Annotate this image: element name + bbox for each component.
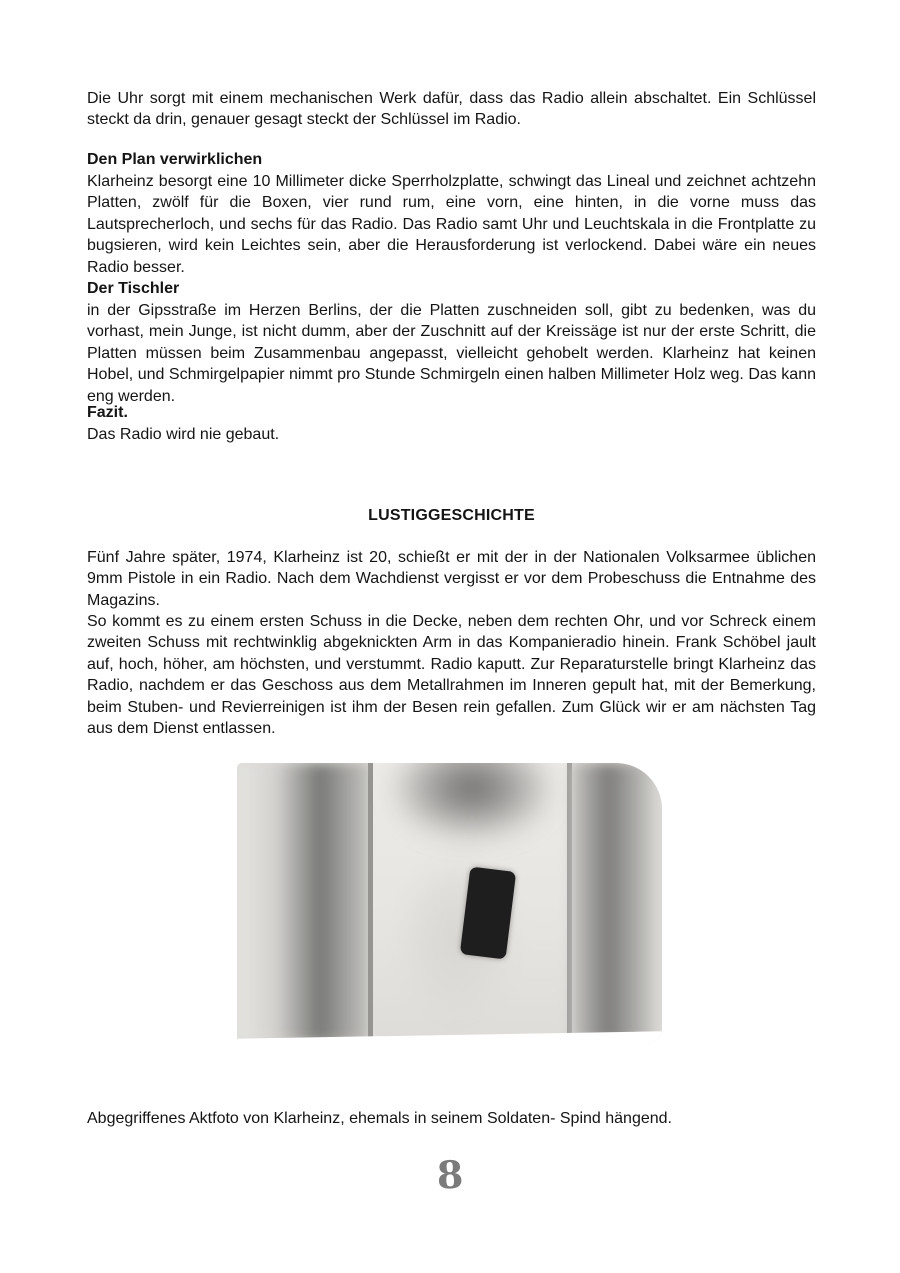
story-paragraph-2: So kommt es zu einem ersten Schuss in die Decke, neben dem rechten Ohr, und vor Schreck einem zweiten Schuss mit rechtwinklig abgeknickten Arm in das Kompanieradio hinein. Frank Schöbel jault auf, hoch, höher, am höchsten, und verstummt. Radio kaputt. Zur Reparaturstelle bringt Klarheinz das Radio, nachdem er das Geschoss aus dem Metallrahmen im Inneren gepult hat, mit der Bemerkung, beim Stuben- und Revierreinigen ist ihm der Besen rein gefallen. Zum Glück wir er am nächsten Tag aus dem Dienst entlassen.	[87, 613, 816, 738]
tischler-heading: Der Tischler	[87, 280, 180, 297]
fazit-heading: Fazit.	[87, 404, 128, 421]
plan-heading: Den Plan verwirklichen	[87, 151, 263, 168]
photo-figure	[237, 763, 662, 1043]
photo-center-shade	[387, 763, 557, 843]
page-number: 8	[435, 1151, 464, 1198]
tischler-paragraph: in der Gipsstraße im Herzen Berlins, der die Platten zuschneiden soll, gibt zu bedenken, was du vorhast, mein Junge, ist nicht dumm, aber der Zuschnitt auf der Kreissäge ist nur der erste Schritt, die Platten müssen beim Zusammenbau angepasst, vielleicht gehobelt werden. Klarheinz hat keinen Hobel, und Schmirgelpapier nimmt pro Stunde Schmirgeln einen halben Millimeter Holz weg. Das kann eng werden.	[87, 302, 816, 405]
photo-left-blur-panel	[237, 763, 370, 1043]
plan-paragraph: Klarheinz besorgt eine 10 Millimeter dicke Sperrholzplatte, schwingt das Lineal und zeichnet achtzehn Platten, zwölf für die Boxen, vier rund rum, eine vorn, eine hinten, in die vorne muss das Lautsprecherloch, und sechs für das Radio. Das Radio samt Uhr und Leuchtskala in die Frontplatte zu bugsieren, wird kein Leichtes sein, aber die Herausforderung ist verlockend. Dabei wäre ein neues Radio besser.	[87, 173, 816, 276]
story-paragraph-1: Fünf Jahre später, 1974, Klarheinz ist 20, schießt er mit der in der Nationalen Volksarmee üblichen 9mm Pistole in ein Radio. Nach dem Wachdienst vergisst er vor dem Probeschuss die Entnahme des Magazins.	[87, 549, 816, 609]
section-title: LUSTIGGESCHICHTE	[368, 507, 535, 524]
photo-right-blur-panel	[572, 763, 662, 1043]
fazit-paragraph: Das Radio wird nie gebaut.	[87, 426, 280, 443]
photo-caption: Abgegriffenes Aktfoto von Klarheinz, ehemals in seinem Soldaten- Spind hängend.	[87, 1110, 672, 1127]
intro-paragraph: Die Uhr sorgt mit einem mechanischen Werk dafür, dass das Radio allein abschaltet. Ein Schlüssel steckt da drin, genauer gesagt steckt der Schlüssel im Radio.	[87, 90, 816, 129]
